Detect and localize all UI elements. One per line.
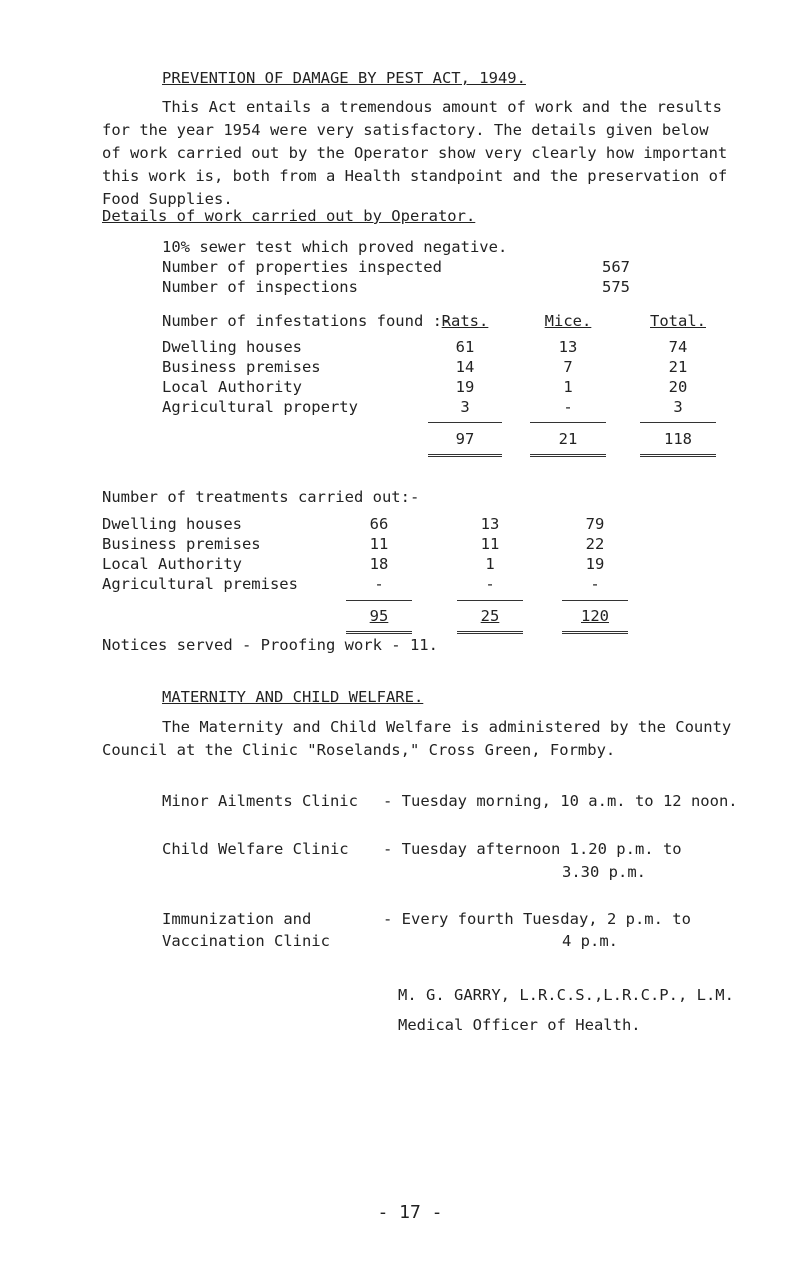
total-cell: 79 (585, 515, 605, 533)
clinic-time: - Every fourth Tuesday, 2 p.m. to (383, 910, 691, 928)
col-header-total: Total. (650, 312, 706, 330)
subtotal-rule-mice (457, 600, 523, 601)
mice-total: 25 (480, 607, 500, 625)
clinic-name-line2: Vaccination Clinic (162, 932, 330, 950)
row-label: Local Authority (102, 555, 242, 573)
total-cell: 74 (668, 338, 688, 356)
signatory-title: Medical Officer of Health. (398, 1016, 641, 1034)
mice-cell: 1 (485, 555, 495, 573)
rats-cell: 14 (455, 358, 475, 376)
sewer-test-line: 10% sewer test which proved negative. (162, 238, 508, 256)
signatory-name: M. G. GARRY, L.R.C.S.,L.R.C.P., L.M. (398, 986, 734, 1004)
maternity-intro-paragraph: The Maternity and Child Welfare is administered by the County Council at the Clinic "Roselands," Cross Green, Formby. (102, 718, 732, 759)
clinic-name: Immunization and (162, 910, 312, 928)
total-rule-rats (346, 631, 412, 634)
clinic-time-end: 3.30 p.m. (562, 863, 646, 881)
details-heading: Details of work carried out by Operator. (102, 207, 476, 225)
mice-cell: 7 (563, 358, 573, 376)
inspections-label: Number of inspections (162, 278, 358, 296)
row-label: Agricultural property (162, 398, 358, 416)
col-header-rats: Rats. (441, 312, 489, 330)
row-label: Business premises (162, 358, 321, 376)
row-label: Business premises (102, 535, 261, 553)
row-label: Dwelling houses (162, 338, 302, 356)
rats-cell: 18 (369, 555, 389, 573)
total-cell: 21 (668, 358, 688, 376)
rats-cell: 3 (460, 398, 470, 416)
rats-total: 95 (369, 607, 389, 625)
total-rule-total (640, 454, 716, 457)
subtotal-rule-rats (346, 600, 412, 601)
page-number: - 17 - (377, 1202, 443, 1223)
clinic-time-end: 4 p.m. (562, 932, 618, 950)
mice-cell: 11 (480, 535, 500, 553)
subtotal-rule-total (562, 600, 628, 601)
rats-total: 97 (455, 430, 475, 448)
row-label: Agricultural premises (102, 575, 298, 593)
total-rule-mice (530, 454, 606, 457)
infestations-label: Number of infestations found :- (162, 312, 452, 330)
clinic-name: Child Welfare Clinic (162, 840, 349, 858)
subtotal-rule-rats (428, 422, 502, 423)
subtotal-rule-total (640, 422, 716, 423)
total-rule-rats (428, 454, 502, 457)
total-rule-mice (457, 631, 523, 634)
total-cell: - (590, 575, 600, 593)
treatments-label: Number of treatments carried out:- (102, 488, 420, 506)
rats-cell: 19 (455, 378, 475, 396)
rats-cell: 61 (455, 338, 475, 356)
total-cell: 22 (585, 535, 605, 553)
properties-value: 567 (602, 258, 630, 276)
col-header-mice: Mice. (544, 312, 592, 330)
properties-label: Number of properties inspected (162, 258, 442, 276)
mice-cell: - (485, 575, 495, 593)
notices-served: Notices served - Proofing work - 11. (102, 636, 438, 654)
grand-total: 118 (664, 430, 692, 448)
mice-cell: 1 (563, 378, 573, 396)
section-heading-maternity: MATERNITY AND CHILD WELFARE. (162, 688, 424, 706)
total-rule-total (562, 631, 628, 634)
mice-total: 21 (558, 430, 578, 448)
subtotal-rule-mice (530, 422, 606, 423)
total-cell: 3 (673, 398, 683, 416)
section-heading-pest-act: PREVENTION OF DAMAGE BY PEST ACT, 1949. (162, 69, 526, 87)
total-cell: 19 (585, 555, 605, 573)
mice-cell: 13 (558, 338, 578, 356)
mice-cell: - (563, 398, 573, 416)
clinic-name: Minor Ailments Clinic (162, 792, 358, 810)
grand-total: 120 (581, 607, 609, 625)
mice-cell: 13 (480, 515, 500, 533)
pest-intro-paragraph: This Act entails a tremendous amount of work and the results for the year 1954 were very satisfactory. The details given below of work carried out by the Operator show very clearly how important this work is, both from a Health standpoint and the preservation of Food Supplies. (102, 98, 728, 208)
row-label: Dwelling houses (102, 515, 242, 533)
clinic-time: - Tuesday morning, 10 a.m. to 12 noon. (383, 792, 738, 810)
rats-cell: - (374, 575, 384, 593)
clinic-time: - Tuesday afternoon 1.20 p.m. to (383, 840, 682, 858)
inspections-value: 575 (602, 278, 630, 296)
row-label: Local Authority (162, 378, 302, 396)
total-cell: 20 (668, 378, 688, 396)
rats-cell: 66 (369, 515, 389, 533)
rats-cell: 11 (369, 535, 389, 553)
